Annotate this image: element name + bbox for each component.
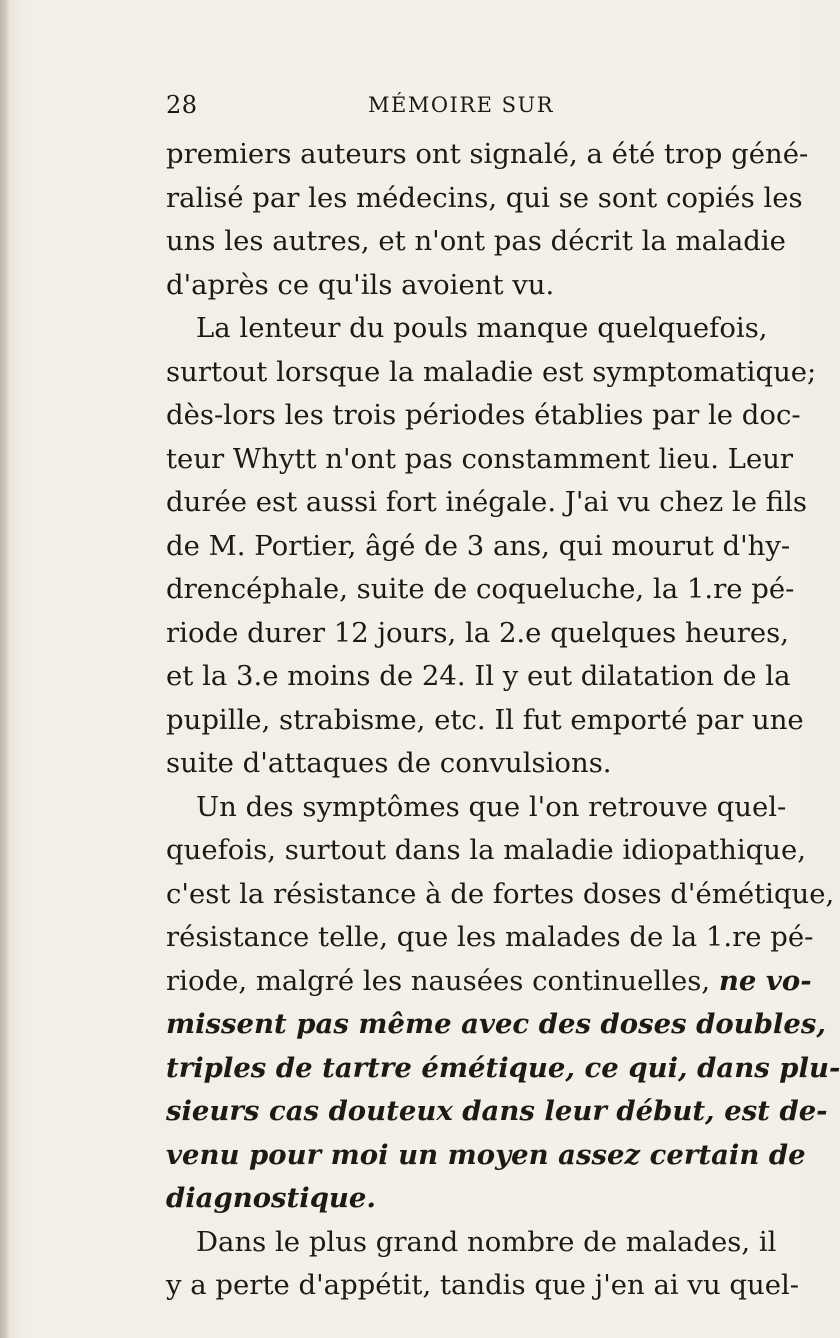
emphasis-line: sieurs cas douteux dans leur début, est de- [166,1095,828,1127]
emphasis-line: triples de tartre émétique, ce qui, dans plu- [166,1051,840,1084]
emphasis-line: venu pour moi un moyen assez certain de [166,1138,806,1171]
text-line: et la 3.e moins de 24. Il y eut dilatation de la [166,660,791,692]
emphasis-segment: ne vo- [718,964,812,997]
text-line: d'après ce qu'ils avoient vu. [166,268,555,301]
text-line: résistance telle, que les malades de la 1.re pé- [166,921,814,953]
text-segment: riode, malgré les nausées continuelles, [166,964,711,997]
text-line: drencéphale, suite de coqueluche, la 1.re pé- [166,573,795,605]
text-line: Un des symptômes que l'on retrouve quel- [196,790,787,823]
text-line: uns les autres, et n'ont pas décrit la maladie [166,225,786,257]
text-line: Dans le plus grand nombre de malades, il [196,1225,777,1258]
text-line: c'est la résistance à de fortes doses d'émétique, [166,877,835,910]
text-line: La lenteur du pouls manque quelquefois, [196,312,768,344]
text-line: quefois, surtout dans la maladie idiopathique, [166,834,807,866]
text-line: ralisé par les médecins, qui se sont copiés les [166,181,803,214]
page-edge-shadow [0,0,10,1338]
emphasis-line: diagnostique. [166,1182,376,1214]
running-header [166,91,766,125]
text-line: surtout lorsque la maladie est symptomatique; [166,355,817,388]
text-line: pupille, strabisme, etc. Il fut emporté par une [166,703,804,736]
body-text [166,133,840,1308]
text-line: durée est aussi fort inégale. J'ai vu chez le fils [166,486,807,518]
emphasis-line: missent pas même avec des doses doubles, [166,1008,826,1040]
text-line: premiers auteurs ont signalé, a été trop géné- [166,138,809,170]
text-line: suite d'attaques de convulsions. [166,747,612,779]
running-title: MÉMOIRE SUR [368,93,555,117]
text-line: de M. Portier, âgé de 3 ans, qui mourut d'hy- [166,529,791,562]
text-line: riode durer 12 jours, la 2.e quelques heures, [166,616,789,649]
text-line: teur Whytt n'ont pas constamment lieu. Leur [166,442,794,475]
text-line-mixed [166,960,812,1004]
page-number: 28 [166,91,198,119]
text-line: y a perte d'appétit, tandis que j'en ai vu quel- [166,1269,800,1301]
text-line: dès-lors les trois périodes établies par le doc- [166,399,801,431]
